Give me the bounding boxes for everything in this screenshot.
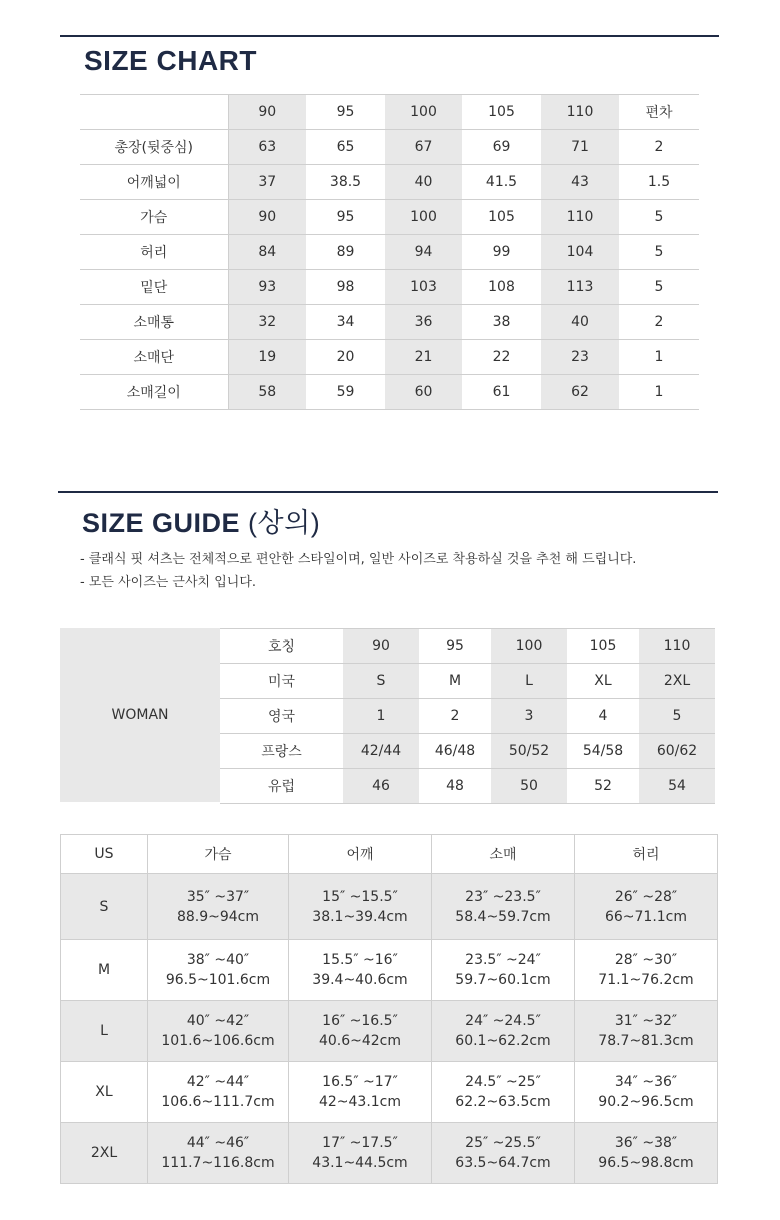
- size-conversion-cell: 110: [639, 629, 715, 664]
- size-chart-cell: 84: [228, 235, 306, 270]
- size-chart-cell: 95: [306, 200, 385, 235]
- us-cell-cm: 63.5~64.7cm: [455, 1155, 551, 1171]
- size-conversion-cell: M: [419, 664, 491, 699]
- us-cell-cm: 62.2~63.5cm: [455, 1094, 551, 1110]
- us-cell-inch: 28″ ~30″: [614, 952, 678, 968]
- size-chart-cell: 5: [619, 270, 699, 305]
- us-cell-inch: 25″ ~25.5″: [465, 1135, 541, 1151]
- size-chart-row: [80, 200, 699, 235]
- size-chart-cell: 69: [462, 130, 541, 165]
- size-chart-cell: 90: [228, 200, 306, 235]
- us-size-label: M: [61, 940, 148, 1001]
- size-chart-header-cell: 100: [385, 95, 462, 130]
- us-cell-cm: 43.1~44.5cm: [312, 1155, 408, 1171]
- size-guide-top-rule: [58, 491, 718, 493]
- size-chart-cell: 21: [385, 340, 462, 375]
- size-chart-cell: 36: [385, 305, 462, 340]
- us-cell-inch: 16.5″ ~17″: [322, 1074, 398, 1090]
- size-conversion-cell: 52: [567, 769, 639, 804]
- us-size-label: 2XL: [61, 1123, 148, 1184]
- size-chart-cell: 104: [541, 235, 619, 270]
- size-chart-cell: 58: [228, 375, 306, 410]
- size-chart-row-label: 소매길이: [80, 375, 228, 410]
- us-cell-cm: 96.5~101.6cm: [165, 972, 271, 988]
- us-cell-inch: 34″ ~36″: [614, 1074, 678, 1090]
- size-chart-cell: 19: [228, 340, 306, 375]
- size-chart-cell: 5: [619, 200, 699, 235]
- size-chart-cell: 2: [619, 130, 699, 165]
- size-conversion-row: [220, 664, 715, 699]
- size-chart-row-label: 밑단: [80, 270, 228, 305]
- size-conversion-cell: 48: [419, 769, 491, 804]
- size-conversion-cell: L: [491, 664, 567, 699]
- us-cell-inch: 38″ ~40″: [186, 952, 250, 968]
- size-conversion-table: [220, 628, 715, 804]
- size-chart-cell: 22: [462, 340, 541, 375]
- size-guide-title: [82, 501, 320, 540]
- us-cell: [289, 940, 432, 1001]
- us-size-label: L: [61, 1001, 148, 1062]
- us-cell-cm: 90.2~96.5cm: [598, 1094, 694, 1110]
- size-conversion-cell: XL: [567, 664, 639, 699]
- size-chart-cell: 110: [541, 200, 619, 235]
- us-header-cell: 가슴: [148, 835, 289, 874]
- us-cell: [148, 1123, 289, 1184]
- size-chart-cell: 100: [385, 200, 462, 235]
- size-chart-cell: 94: [385, 235, 462, 270]
- us-cell-inch: 24″ ~24.5″: [465, 1013, 541, 1029]
- us-cell-inch: 42″ ~44″: [186, 1074, 250, 1090]
- size-chart-cell: 38: [462, 305, 541, 340]
- size-chart-cell: 103: [385, 270, 462, 305]
- us-cell-inch: 23.5″ ~24″: [465, 952, 541, 968]
- size-chart-row-label: 총장(뒷중심): [80, 130, 228, 165]
- size-chart-cell: 89: [306, 235, 385, 270]
- us-cell: [289, 1123, 432, 1184]
- us-cell: [432, 1123, 575, 1184]
- us-cell-cm: 88.9~94cm: [176, 908, 260, 925]
- us-cell-cm: 40.6~42cm: [318, 1033, 402, 1049]
- us-cell: [575, 1123, 718, 1184]
- size-chart-cell: 40: [541, 305, 619, 340]
- size-chart-table: [80, 94, 699, 410]
- us-cell-inch: 44″ ~46″: [186, 1135, 250, 1151]
- us-cell-inch: 17″ ~17.5″: [322, 1135, 398, 1151]
- us-header-cell: US: [61, 835, 148, 874]
- size-chart-header-cell: 105: [462, 95, 541, 130]
- size-chart-cell: 71: [541, 130, 619, 165]
- us-cell-inch: 40″ ~42″: [186, 1013, 250, 1029]
- size-conversion-cell: 5: [639, 699, 715, 734]
- size-conversion-cell: 1: [343, 699, 419, 734]
- us-row: [61, 1062, 718, 1123]
- us-cell-cm: 96.5~98.8cm: [598, 1155, 694, 1171]
- size-chart-row: [80, 270, 699, 305]
- us-cell: [432, 1062, 575, 1123]
- us-cell-cm: 59.7~60.1cm: [455, 972, 551, 988]
- size-chart-row-label: 소매단: [80, 340, 228, 375]
- size-conversion-cell: 4: [567, 699, 639, 734]
- size-chart-cell: 40: [385, 165, 462, 200]
- size-guide-note: - 클래식 핏 셔츠는 전체적으로 편안한 스타일이며, 일반 사이즈로 착용하실 것을 추천 해 드립니다.: [80, 552, 637, 567]
- us-header-cell: 어깨: [289, 835, 432, 874]
- us-row: [61, 940, 718, 1001]
- size-conversion-cell: 2XL: [639, 664, 715, 699]
- us-cell-cm: 58.4~59.7cm: [455, 908, 551, 925]
- size-chart-cell: 62: [541, 375, 619, 410]
- us-cell: [289, 1001, 432, 1062]
- us-cell-inch: 15″ ~15.5″: [322, 888, 398, 905]
- us-cell: [575, 874, 718, 940]
- size-conversion-label: 미국: [220, 664, 343, 699]
- size-chart-header-cell: 95: [306, 95, 385, 130]
- size-conversion-cell: S: [343, 664, 419, 699]
- size-chart-cell: 61: [462, 375, 541, 410]
- size-conversion-cell: 50/52: [491, 734, 567, 769]
- us-cell: [148, 1062, 289, 1123]
- size-conversion-cell: 54/58: [567, 734, 639, 769]
- size-conversion-cell: 90: [343, 629, 419, 664]
- us-cell-inch: 15.5″ ~16″: [322, 952, 398, 968]
- woman-label: WOMAN: [60, 628, 220, 802]
- us-size-label: S: [61, 874, 148, 940]
- us-cell: [148, 940, 289, 1001]
- size-chart-cell: 99: [462, 235, 541, 270]
- us-cell-cm: 78.7~81.3cm: [598, 1033, 694, 1049]
- size-conversion-cell: 54: [639, 769, 715, 804]
- size-chart-cell: 41.5: [462, 165, 541, 200]
- size-chart-cell: 37: [228, 165, 306, 200]
- us-cell-inch: 35″ ~37″: [186, 888, 250, 905]
- us-cell-cm: 38.1~39.4cm: [312, 908, 408, 925]
- size-chart-cell: 34: [306, 305, 385, 340]
- size-chart-top-rule: [60, 35, 719, 37]
- us-header-cell: 소매: [432, 835, 575, 874]
- us-cell-cm: 39.4~40.6cm: [312, 972, 408, 988]
- size-chart-cell: 20: [306, 340, 385, 375]
- us-cell-inch: 24.5″ ~25″: [465, 1074, 541, 1090]
- size-chart-cell: 93: [228, 270, 306, 305]
- size-conversion-cell: 105: [567, 629, 639, 664]
- size-chart-cell: 38.5: [306, 165, 385, 200]
- size-chart-row-label: 소매통: [80, 305, 228, 340]
- us-cell: [148, 1001, 289, 1062]
- us-row: [61, 1001, 718, 1062]
- size-guide-title-sub: (상의): [248, 508, 321, 538]
- size-guide-note: - 모든 사이즈는 근사치 입니다.: [80, 575, 257, 590]
- size-conversion-cell: 2: [419, 699, 491, 734]
- size-chart-header-cell: 편차: [619, 95, 699, 130]
- us-cell-cm: 66~71.1cm: [604, 908, 688, 925]
- size-chart-cell: 2: [619, 305, 699, 340]
- size-conversion-row: [220, 734, 715, 769]
- us-cell-inch: 26″ ~28″: [614, 888, 678, 905]
- us-cell-inch: 36″ ~38″: [614, 1135, 678, 1151]
- size-conversion-row: [220, 699, 715, 734]
- us-cell-cm: 71.1~76.2cm: [598, 972, 694, 988]
- size-chart-row: [80, 375, 699, 410]
- size-chart-cell: 60: [385, 375, 462, 410]
- size-chart-cell: 98: [306, 270, 385, 305]
- size-chart-row-label: 가슴: [80, 200, 228, 235]
- size-chart-cell: 63: [228, 130, 306, 165]
- size-conversion-cell: 46/48: [419, 734, 491, 769]
- us-cell-cm: 60.1~62.2cm: [455, 1033, 551, 1049]
- us-cell-inch: 23″ ~23.5″: [465, 888, 541, 905]
- size-chart-row: [80, 165, 699, 200]
- size-chart-row: [80, 305, 699, 340]
- us-cell: [148, 874, 289, 940]
- size-chart-cell: 105: [462, 200, 541, 235]
- us-row: [61, 874, 718, 940]
- size-chart-header-row: [80, 95, 699, 130]
- size-chart-cell: 1: [619, 375, 699, 410]
- size-chart-row: [80, 340, 699, 375]
- size-conversion-row: [220, 769, 715, 804]
- size-chart-row: [80, 235, 699, 270]
- us-header-cell: 허리: [575, 835, 718, 874]
- size-chart-cell: 43: [541, 165, 619, 200]
- us-cell: [432, 874, 575, 940]
- size-chart-header-cell: 110: [541, 95, 619, 130]
- size-chart-title: SIZE CHART: [84, 45, 257, 76]
- us-cell: [289, 874, 432, 940]
- us-header-row: [61, 835, 718, 874]
- us-cell: [432, 1001, 575, 1062]
- size-guide-notes: [80, 548, 636, 594]
- us-measurement-table: [60, 834, 718, 1184]
- size-conversion-label: 유럽: [220, 769, 343, 804]
- us-cell: [575, 940, 718, 1001]
- us-cell-cm: 106.6~111.7cm: [161, 1094, 275, 1110]
- size-chart-cell: 108: [462, 270, 541, 305]
- us-cell: [432, 940, 575, 1001]
- size-chart-cell: 59: [306, 375, 385, 410]
- size-conversion-cell: 60/62: [639, 734, 715, 769]
- size-chart-cell: 1: [619, 340, 699, 375]
- us-cell-inch: 16″ ~16.5″: [322, 1013, 398, 1029]
- size-chart-header-blank: [80, 95, 228, 130]
- size-chart-row-label: 어깨넓이: [80, 165, 228, 200]
- us-cell: [289, 1062, 432, 1123]
- size-conversion-cell: 100: [491, 629, 567, 664]
- size-chart-cell: 113: [541, 270, 619, 305]
- us-cell-cm: 111.7~116.8cm: [161, 1155, 275, 1171]
- size-conversion-label: 프랑스: [220, 734, 343, 769]
- size-conversion-cell: 42/44: [343, 734, 419, 769]
- us-cell: [575, 1001, 718, 1062]
- size-chart-cell: 32: [228, 305, 306, 340]
- us-cell-cm: 101.6~106.6cm: [161, 1033, 275, 1049]
- size-chart-row: [80, 130, 699, 165]
- size-chart-cell: 65: [306, 130, 385, 165]
- size-conversion-label: 호칭: [220, 629, 343, 664]
- size-conversion-cell: 95: [419, 629, 491, 664]
- size-conversion-row: [220, 629, 715, 664]
- size-conversion-cell: 50: [491, 769, 567, 804]
- size-chart-row-label: 허리: [80, 235, 228, 270]
- size-chart-cell: 1.5: [619, 165, 699, 200]
- size-conversion-cell: 46: [343, 769, 419, 804]
- us-cell: [575, 1062, 718, 1123]
- size-chart-cell: 5: [619, 235, 699, 270]
- size-guide-title-main: SIZE GUIDE: [82, 508, 241, 538]
- size-conversion-cell: 3: [491, 699, 567, 734]
- size-chart-cell: 23: [541, 340, 619, 375]
- us-cell-cm: 42~43.1cm: [318, 1094, 402, 1110]
- size-chart-cell: 67: [385, 130, 462, 165]
- size-chart-header-cell: 90: [228, 95, 306, 130]
- us-size-label: XL: [61, 1062, 148, 1123]
- us-cell-inch: 31″ ~32″: [614, 1013, 678, 1029]
- us-row: [61, 1123, 718, 1184]
- size-conversion-label: 영국: [220, 699, 343, 734]
